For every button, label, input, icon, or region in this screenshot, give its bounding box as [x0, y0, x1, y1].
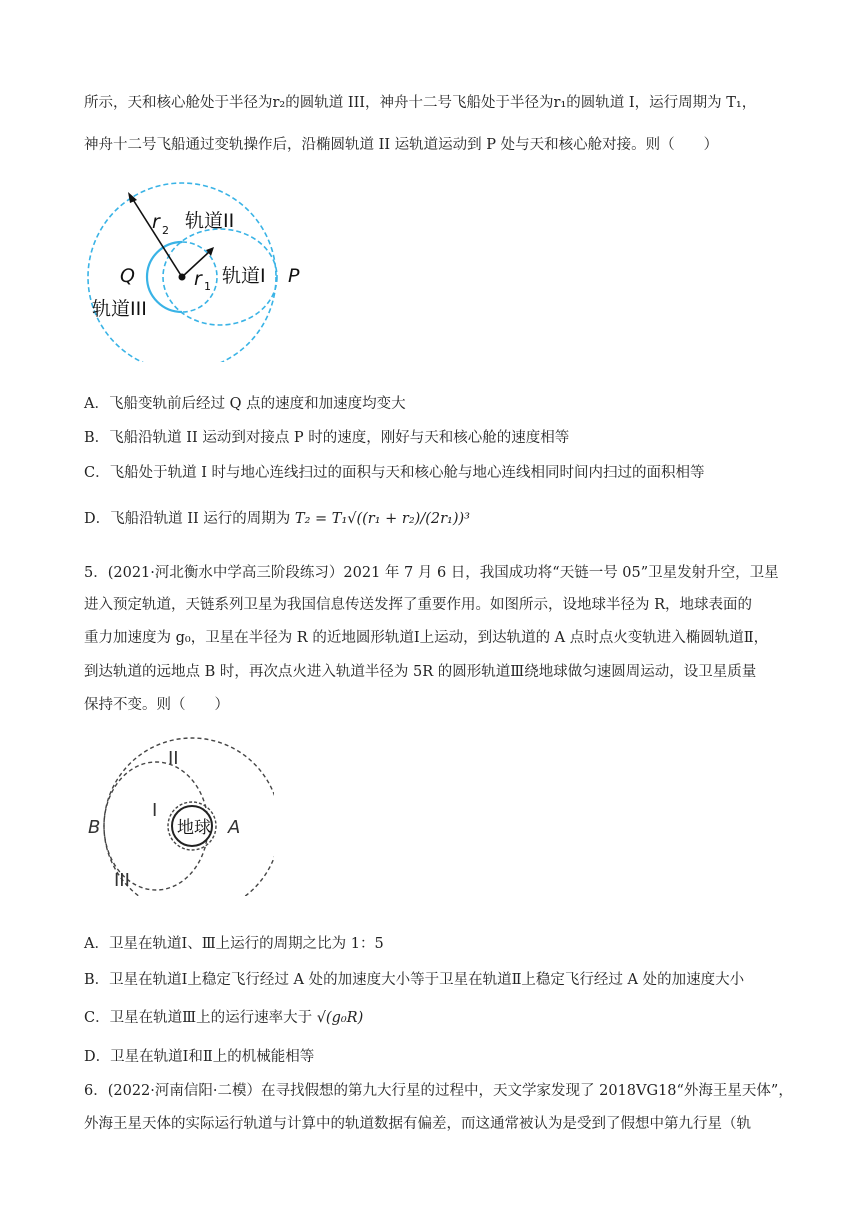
label-r2-sub: 2: [162, 224, 169, 237]
q5-option-a: A．卫星在轨道Ⅰ、Ⅲ上运行的周期之比为 1：5: [84, 936, 384, 952]
label-B: B: [88, 817, 101, 838]
label-orbit-II: 轨道II: [185, 210, 235, 232]
label-Q: Q: [120, 265, 135, 287]
q4-option-c: C．飞船处于轨道 I 时与地心连线扫过的面积与天和核心舱与地心连线相同时间内扫过的面积相等: [84, 465, 705, 481]
q4-intro-line-1: 所示，天和核心舱处于半径为r₂的圆轨道 III，神舟十二号飞船处于半径为r₁的圆轨道 I，运行周期为 T₁，: [84, 95, 757, 111]
label-A: A: [228, 817, 241, 838]
label-r2: r: [152, 211, 160, 233]
label-P: P: [288, 265, 300, 287]
q4-option-d-formula: T₂ = T₁√((r₁ + r₂)/(2r₁))³: [294, 511, 470, 527]
label-orbit-I: 轨道I: [222, 265, 266, 287]
label-orbit-III: 轨道III: [92, 298, 147, 320]
q5-option-c-prefix: C．卫星在轨道Ⅲ上的运行速率大于: [84, 1010, 313, 1026]
label-r1: r: [194, 268, 202, 290]
q5-line-1: 5．(2021·河北衡水中学高三阶段练习）2021 年 7 月 6 日，我国成功将“天链一号 05”卫星发射升空，卫星: [84, 565, 779, 581]
q4-option-b: B．飞船沿轨道 II 运动到对接点 P 时的速度，刚好与天和核心舱的速度相等: [84, 430, 570, 446]
label-II: II: [168, 748, 179, 769]
label-III: III: [114, 870, 130, 891]
q4-intro-line-2: 神舟十二号飞船通过变轨操作后，沿椭圆轨道 II 运轨道运动到 P 处与天和核心舱对接。则（ ）: [84, 137, 719, 153]
orbit-diagram-1: [84, 172, 304, 362]
q5-line-3: 重力加速度为 g₀，卫星在半径为 R 的近地圆形轨道Ⅰ上运动，到达轨道的 A 点时点火变轨进入椭圆轨道Ⅱ，: [84, 630, 769, 646]
q5-line-2: 进入预定轨道，天链系列卫星为我国信息传送发挥了重要作用。如图所示，设地球半径为 R，地球表面的: [84, 597, 753, 613]
q5-option-d: D．卫星在轨道Ⅰ和Ⅱ上的机械能相等: [84, 1049, 315, 1065]
label-I: I: [152, 800, 158, 821]
r2-arrowhead: [128, 192, 137, 203]
q4-option-d-prefix: D．飞船沿轨道 II 运行的周期为: [84, 511, 291, 527]
orbit-I-solid-arc: [147, 242, 182, 312]
q6-line-1: 6．(2022·河南信阳·二模）在寻找假想的第九大行星的过程中，天文学家发现了 2018VG18“外海王星天体”，: [84, 1083, 793, 1099]
q4-option-d: [84, 509, 470, 529]
label-r1-sub: 1: [204, 280, 211, 293]
orbit-diagram-2: [84, 736, 274, 896]
q5-option-c: [84, 1008, 363, 1028]
q5-option-b: B．卫星在轨道Ⅰ上稳定飞行经过 A 处的加速度大小等于卫星在轨道Ⅱ上稳定飞行经过 A 处的加速度大小: [84, 972, 745, 988]
label-earth: 地球: [177, 818, 211, 838]
q5-line-5: 保持不变。则（ ）: [84, 697, 229, 713]
q4-option-a: A．飞船变轨前后经过 Q 点的速度和加速度均变大: [84, 396, 406, 412]
q6-line-2: 外海王星天体的实际运行轨道与计算中的轨道数据有偏差，而这通常被认为是受到了假想中第九行星（轨: [84, 1116, 751, 1132]
q5-line-4: 到达轨道的远地点 B 时，再次点火进入轨道半径为 5R 的圆形轨道Ⅲ绕地球做匀速圆周运动，设卫星质量: [84, 664, 757, 680]
r2-arrow-line: [132, 198, 182, 277]
q5-option-c-formula: √(g₀R): [316, 1010, 364, 1026]
